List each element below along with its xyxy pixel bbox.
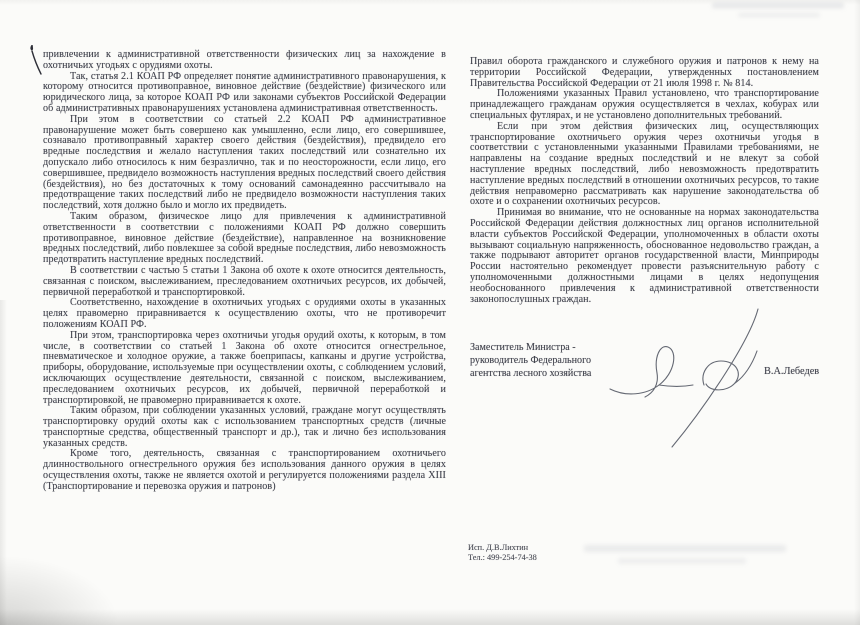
- executor-name: Исп. Д.В.Лихтин: [468, 543, 529, 552]
- handwritten-signature: [602, 305, 802, 450]
- paragraph: Кроме того, деятельность, связанная с транспортированием охотничьего длинноствольного огнестрельного оружия без использования данного оружия в целях осуществления охоты, также не является охотой и регулируется положениями раздела XIII (Транспортирование и перевозка оружия и патронов): [43, 448, 446, 492]
- executor-info: [468, 543, 537, 563]
- right-text-column: [470, 57, 819, 305]
- paragraph: При этом, транспортировка через охотничьи угодья орудий охоты, к которым, в том числе, в соответствии со статьей 1 Закона об охоте относится огнестрельное, пневматическое и холодное оружие, а также боеприпасы, капканы и другие устройства, приборы, оборудование, используемые при осуществлении охоты, с соблюдением условий, исключающих осуществление деятельности, связанной с поиском, выслеживанием, преследованием охотничьих ресурсов, их добычей, первичной переработкой и транспортировкой, не правомерно приравнивается к охоте.: [43, 329, 446, 406]
- signatory-title-line: руководитель Федерального: [470, 355, 592, 367]
- scan-edge-shadow-corner: [0, 555, 120, 625]
- paragraph: Принимая во внимание, что не основанные на нормах законодательства Российской Федерации действия должностных лиц органов исполнительной власти субъектов Российской Федерации, уполномоченных в области охоты вызывают социальную напряженность, обоснованное недовольство граждан, а также подрывают авторитет органов государственной власти, Минприроды России настоятельно рекомендует провести разъяснительную работу с уполномоченными должностными лицами в целях недопущения необоснованного привлечения к административной ответственности законопослушных граждан.: [470, 207, 819, 305]
- bleed-through-artifact: [584, 545, 786, 552]
- signatory-title-line: Заместитель Министра -: [470, 342, 576, 353]
- paragraph: При этом в соответствии со статьей 2.2 КОАП РФ административное правонарушение может быть совершено как умышленно, если лицо, его совершившее, сознавало противоправный характер своего действия (бездействия), предвидело его вредные последствия и желало наступления таких последствий или сознательно их допускало либо относилось к ним безразлично, так и по неосторожности, если лицо, его совершившее, предвидело возможность наступления вредных последствий своего действия (бездействия), но без достаточных к тому оснований самонадеянно рассчитывало на предотвращение таких последствий либо не предвидело возможности наступления таких последствий, хотя должно было и могло их предвидеть.: [43, 113, 446, 212]
- left-text-column: [43, 50, 446, 493]
- paragraph: Так, статья 2.1 КОАП РФ определяет понятие административного правонарушения, к которому относится противоправное, виновное действие (бездействие) физического или юридического лица, за которое КОАП РФ или законами субъектов Российской Федерации об административных правонарушениях установлена административная ответственность.: [43, 70, 446, 114]
- bleed-through-artifact: [712, 3, 844, 8]
- executor-phone: Тел.: 499-254-74-38: [468, 553, 537, 562]
- paragraph: В соответствии с частью 5 статьи 1 Закона об охоте к охоте относится деятельность, связанная с поиском, выслеживанием, преследованием охотничьих ресурсов, их добычей, первичной переработкой и транспортировкой.: [43, 264, 446, 298]
- signatory-title-line: агентства лесного хозяйства: [470, 368, 592, 380]
- bleed-through-artifact: [738, 13, 820, 17]
- paragraph: Если при этом действия физических лиц, осуществляющих транспортирование охотничьего оружия через охотничьи угодья в соответствии с установленными указанными Правилами требованиями, не направлены на создание вредных последствий и не влекут за собой наступление вредных последствий, либо невозможность предотвратить наступление вредных последствий в отношении охотничьих ресурсов, то такие действия неправомерно рассматривать как нарушение законодательства об охоте и о сохранении охотничьих ресурсов.: [470, 120, 819, 208]
- paragraph: привлечении к административной ответственности физических лиц за нахождение в охотничьих угодьях с орудиями охоты.: [43, 49, 446, 71]
- paragraph: Правил оборота гражданского и служебного оружия и патронов к нему на территории Российской Федерации, утвержденных постановлением Правительства Российской Федерации от 21 июля 1998 г. № 814.: [470, 56, 819, 89]
- signatory-name: В.А.Лебедев: [764, 366, 820, 377]
- paragraph: Таким образом, физическое лицо для привлечения к административной ответственности в соответствии с положениями КОАП РФ должно совершить противоправное, виновное действие (бездействие), направленное на возникновение вредных последствий, либо повлекшее за собой вредные последствия, либо невозможность предотвратить наступление вредных последствий.: [43, 210, 446, 266]
- paragraph: Положениями указанных Правил установлено, что транспортирование принадлежащего гражданам оружия осуществляется в чехлах, кобурах или специальных футлярах, и не установлено дополнительных требований.: [470, 88, 819, 121]
- bleed-through-artifact: [618, 558, 746, 564]
- scan-edge-shadow-bottom: [0, 609, 860, 625]
- paragraph: Соответственно, нахождение в охотничьих угодьях с орудиями охоты в указанных целях правомерно приравнивается к осуществлению охоты, что не противоречит положениям КОАП РФ.: [43, 297, 446, 330]
- paragraph: Таким образом, при соблюдении указанных условий, граждане могут осуществлять транспортировку орудий охоты как с использованием транспортных средств (личные транспортные средства, общественный транспорт и др.), так и лично без использования указанных средств.: [43, 405, 446, 449]
- scan-edge-shadow-right: [854, 0, 860, 625]
